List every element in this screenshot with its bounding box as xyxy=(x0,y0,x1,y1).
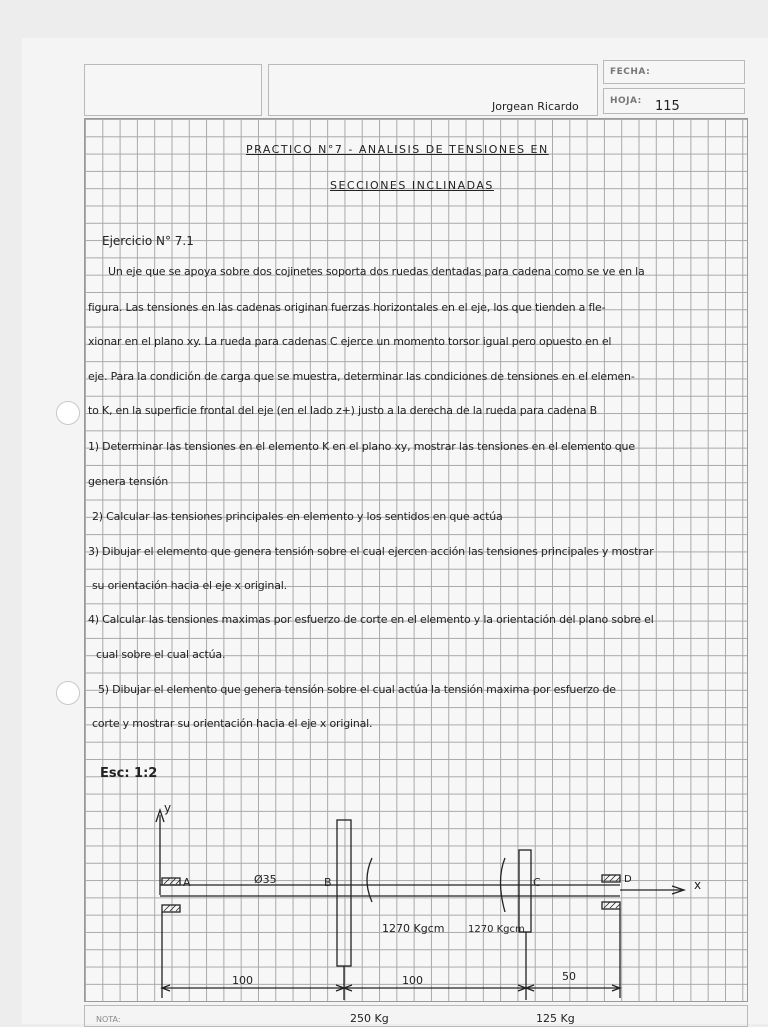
practice-subtitle: SECCIONES INCLINADAS xyxy=(330,179,494,192)
point-b-label: B xyxy=(324,876,332,889)
axis-x-label: x xyxy=(694,878,702,892)
question-1: 1) Determinar las tensiones en el elemento K en el plano xy, mostrar las tensiones en el elemento que xyxy=(88,440,635,453)
question-1-cont: genera tensión xyxy=(88,475,168,488)
torque-b-label: 1270 Kgcm xyxy=(382,922,445,935)
force-b-label: 250 Kg xyxy=(350,1012,389,1024)
question-5: 5) Dibujar el elemento que genera tensión sobre el cual actúa la tensión maxima por esfuerzo de xyxy=(98,683,616,696)
practice-title: PRACTICO N°7 - ANALISIS DE TENSIONES EN xyxy=(246,143,549,156)
statement-line: figura. Las tensiones en las cadenas originan fuerzas horizontales en el eje, los que tienden a fle- xyxy=(88,301,606,314)
sprocket-c xyxy=(519,850,531,932)
statement-line: to K, en la superficie frontal del eje (en el lado z+) justo a la derecha de la rueda para cadena B xyxy=(88,404,597,417)
question-3: 3) Dibujar el elemento que genera tensión sobre el cual ejercen acción las tensiones principales y mostrar xyxy=(88,545,654,558)
point-c-label: C xyxy=(533,876,541,889)
bearing-a-top xyxy=(162,878,180,885)
question-4: 4) Calcular las tensiones maximas por esfuerzo de corte en el elemento y la orientación del plano sobre el xyxy=(88,613,654,626)
author-name: Jorgean Ricardo xyxy=(492,100,579,113)
exercise-heading: Ejercicio N° 7.1 xyxy=(102,234,194,248)
bearing-d-top xyxy=(602,875,620,882)
statement-line: xionar en el plano xy. La rueda para cadenas C ejerce un momento torsor igual pero opuesto en el xyxy=(88,335,612,348)
hoja-label: HOJA: xyxy=(610,96,642,106)
point-a-label: A xyxy=(183,876,191,889)
bearing-a-bottom xyxy=(162,905,180,912)
dimension-cd: 50 xyxy=(562,970,576,983)
nota-label: NOTA: xyxy=(96,1015,121,1024)
question-3-cont: su orientación hacia el eje x original. xyxy=(92,579,287,592)
question-5-cont: corte y mostrar su orientación hacia el eje x original. xyxy=(92,717,373,730)
force-c-label: 125 Kg xyxy=(536,1012,575,1024)
scale-label: Esc: 1:2 xyxy=(100,766,158,781)
hoja-number: 115 xyxy=(655,99,680,114)
point-d-label: D xyxy=(624,874,632,885)
axis-y-label: y xyxy=(164,801,172,815)
statement-line: Un eje que se apoya sobre dos cojinetes soporta dos ruedas dentadas para cadena como se ve en la xyxy=(108,265,645,278)
dimension-bc: 100 xyxy=(402,974,423,987)
fecha-label: FECHA: xyxy=(610,67,651,77)
statement-line: eje. Para la condición de carga que se muestra, determinar las condiciones de tensiones en el elemen- xyxy=(88,370,635,383)
torque-c-label: 1270 Kgcm xyxy=(468,924,525,935)
sprocket-b xyxy=(337,820,351,966)
diameter-label: Ø35 xyxy=(254,873,277,886)
dimension-ab: 100 xyxy=(232,974,253,987)
question-2: 2) Calcular las tensiones principales en elemento y los sentidos en que actúa xyxy=(92,510,503,523)
bearing-d-bottom xyxy=(602,902,620,909)
question-4-cont: cual sobre el cual actúa. xyxy=(96,648,226,661)
